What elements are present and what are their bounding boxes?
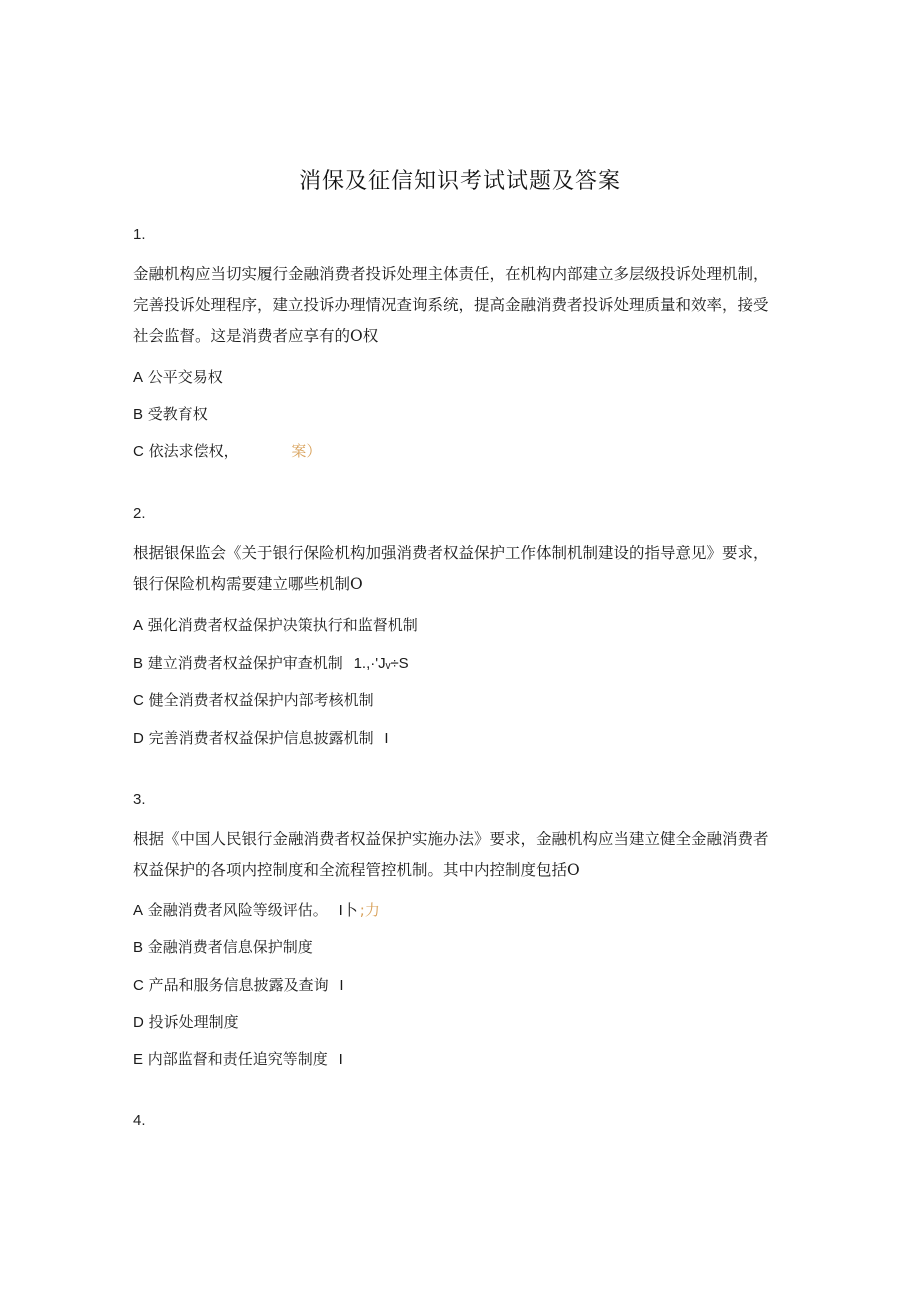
option-d bbox=[133, 727, 389, 748]
question-number: 2. bbox=[133, 505, 146, 522]
option-text: 金融消费者信息保护制度 bbox=[147, 938, 313, 956]
option-letter: E bbox=[133, 1051, 144, 1068]
option-letter: A bbox=[133, 369, 144, 386]
question-stem: 金融机构应当切实履行金融消费者投诉处理主体责任，在机构内部建立多层级投诉处理机制，完善投诉处理程序，建立投诉办理情况查询系统，提高金融消费者投诉处理质量和效率，接受社会监督。这是消费者应享有的O权 bbox=[133, 265, 769, 345]
option-letter: C bbox=[133, 443, 144, 460]
option-letter: C bbox=[133, 977, 144, 994]
option-letter: B bbox=[133, 655, 144, 672]
page-title: 消保及征信知识考试试题及答案 bbox=[298, 169, 621, 194]
option-letter: C bbox=[133, 692, 144, 709]
option-text: 产品和服务信息披露及查询 bbox=[148, 976, 329, 994]
option-text: 建立消费者权益保护审查机制 bbox=[147, 654, 343, 672]
option-letter: D bbox=[133, 1014, 144, 1031]
option-letter: A bbox=[133, 902, 144, 919]
option-text: 健全消费者权益保护内部考核机制 bbox=[148, 691, 374, 709]
option-c bbox=[133, 974, 344, 995]
option-text: 强化消费者权益保护决策执行和监督机制 bbox=[147, 616, 418, 634]
scan-noise: I卜 bbox=[338, 902, 358, 919]
option-b bbox=[133, 652, 409, 673]
option-letter: A bbox=[133, 617, 144, 634]
option-letter: D bbox=[133, 730, 144, 747]
question-number: 4. bbox=[133, 1112, 146, 1129]
option-letter: B bbox=[133, 939, 144, 956]
answer-mark: 案） bbox=[291, 442, 322, 460]
option-text: 投诉处理制度 bbox=[148, 1013, 239, 1031]
option-b bbox=[133, 403, 208, 424]
question-number: 1. bbox=[133, 226, 146, 243]
option-a bbox=[133, 899, 380, 920]
question-stem: 根据《中国人民银行金融消费者权益保护实施办法》要求，金融机构应当建立健全金融消费者权益保护的各项内控制度和全流程管控机制。其中内控制度包括O bbox=[133, 830, 769, 879]
question-number: 3. bbox=[133, 791, 146, 808]
option-d bbox=[133, 1011, 239, 1032]
option-letter: B bbox=[133, 406, 144, 423]
option-text: 完善消费者权益保护信息披露机制 bbox=[148, 729, 374, 747]
option-text: 依法求偿权， bbox=[148, 442, 239, 460]
option-a bbox=[133, 366, 223, 387]
option-e bbox=[133, 1048, 343, 1069]
question-stem: 根据银保监会《关于银行保险机构加强消费者权益保护工作体制机制建设的指导意见》要求，银行保险机构需要建立哪些机制O bbox=[133, 544, 769, 593]
scan-noise: I bbox=[339, 977, 344, 994]
option-text: 受教育权 bbox=[147, 405, 208, 423]
option-b bbox=[133, 936, 313, 957]
scan-noise: 1.,·'Jᵥ÷S bbox=[353, 655, 409, 672]
option-text: 金融消费者风险等级评估。 bbox=[147, 901, 328, 919]
answer-mark: ;力 bbox=[359, 901, 380, 919]
option-a bbox=[133, 614, 418, 635]
scan-noise: I bbox=[384, 730, 389, 747]
option-text: 公平交易权 bbox=[147, 368, 223, 386]
option-c bbox=[133, 689, 374, 710]
option-text: 内部监督和责任追究等制度 bbox=[147, 1050, 328, 1068]
scan-noise: I bbox=[338, 1051, 343, 1068]
option-c bbox=[133, 440, 321, 461]
